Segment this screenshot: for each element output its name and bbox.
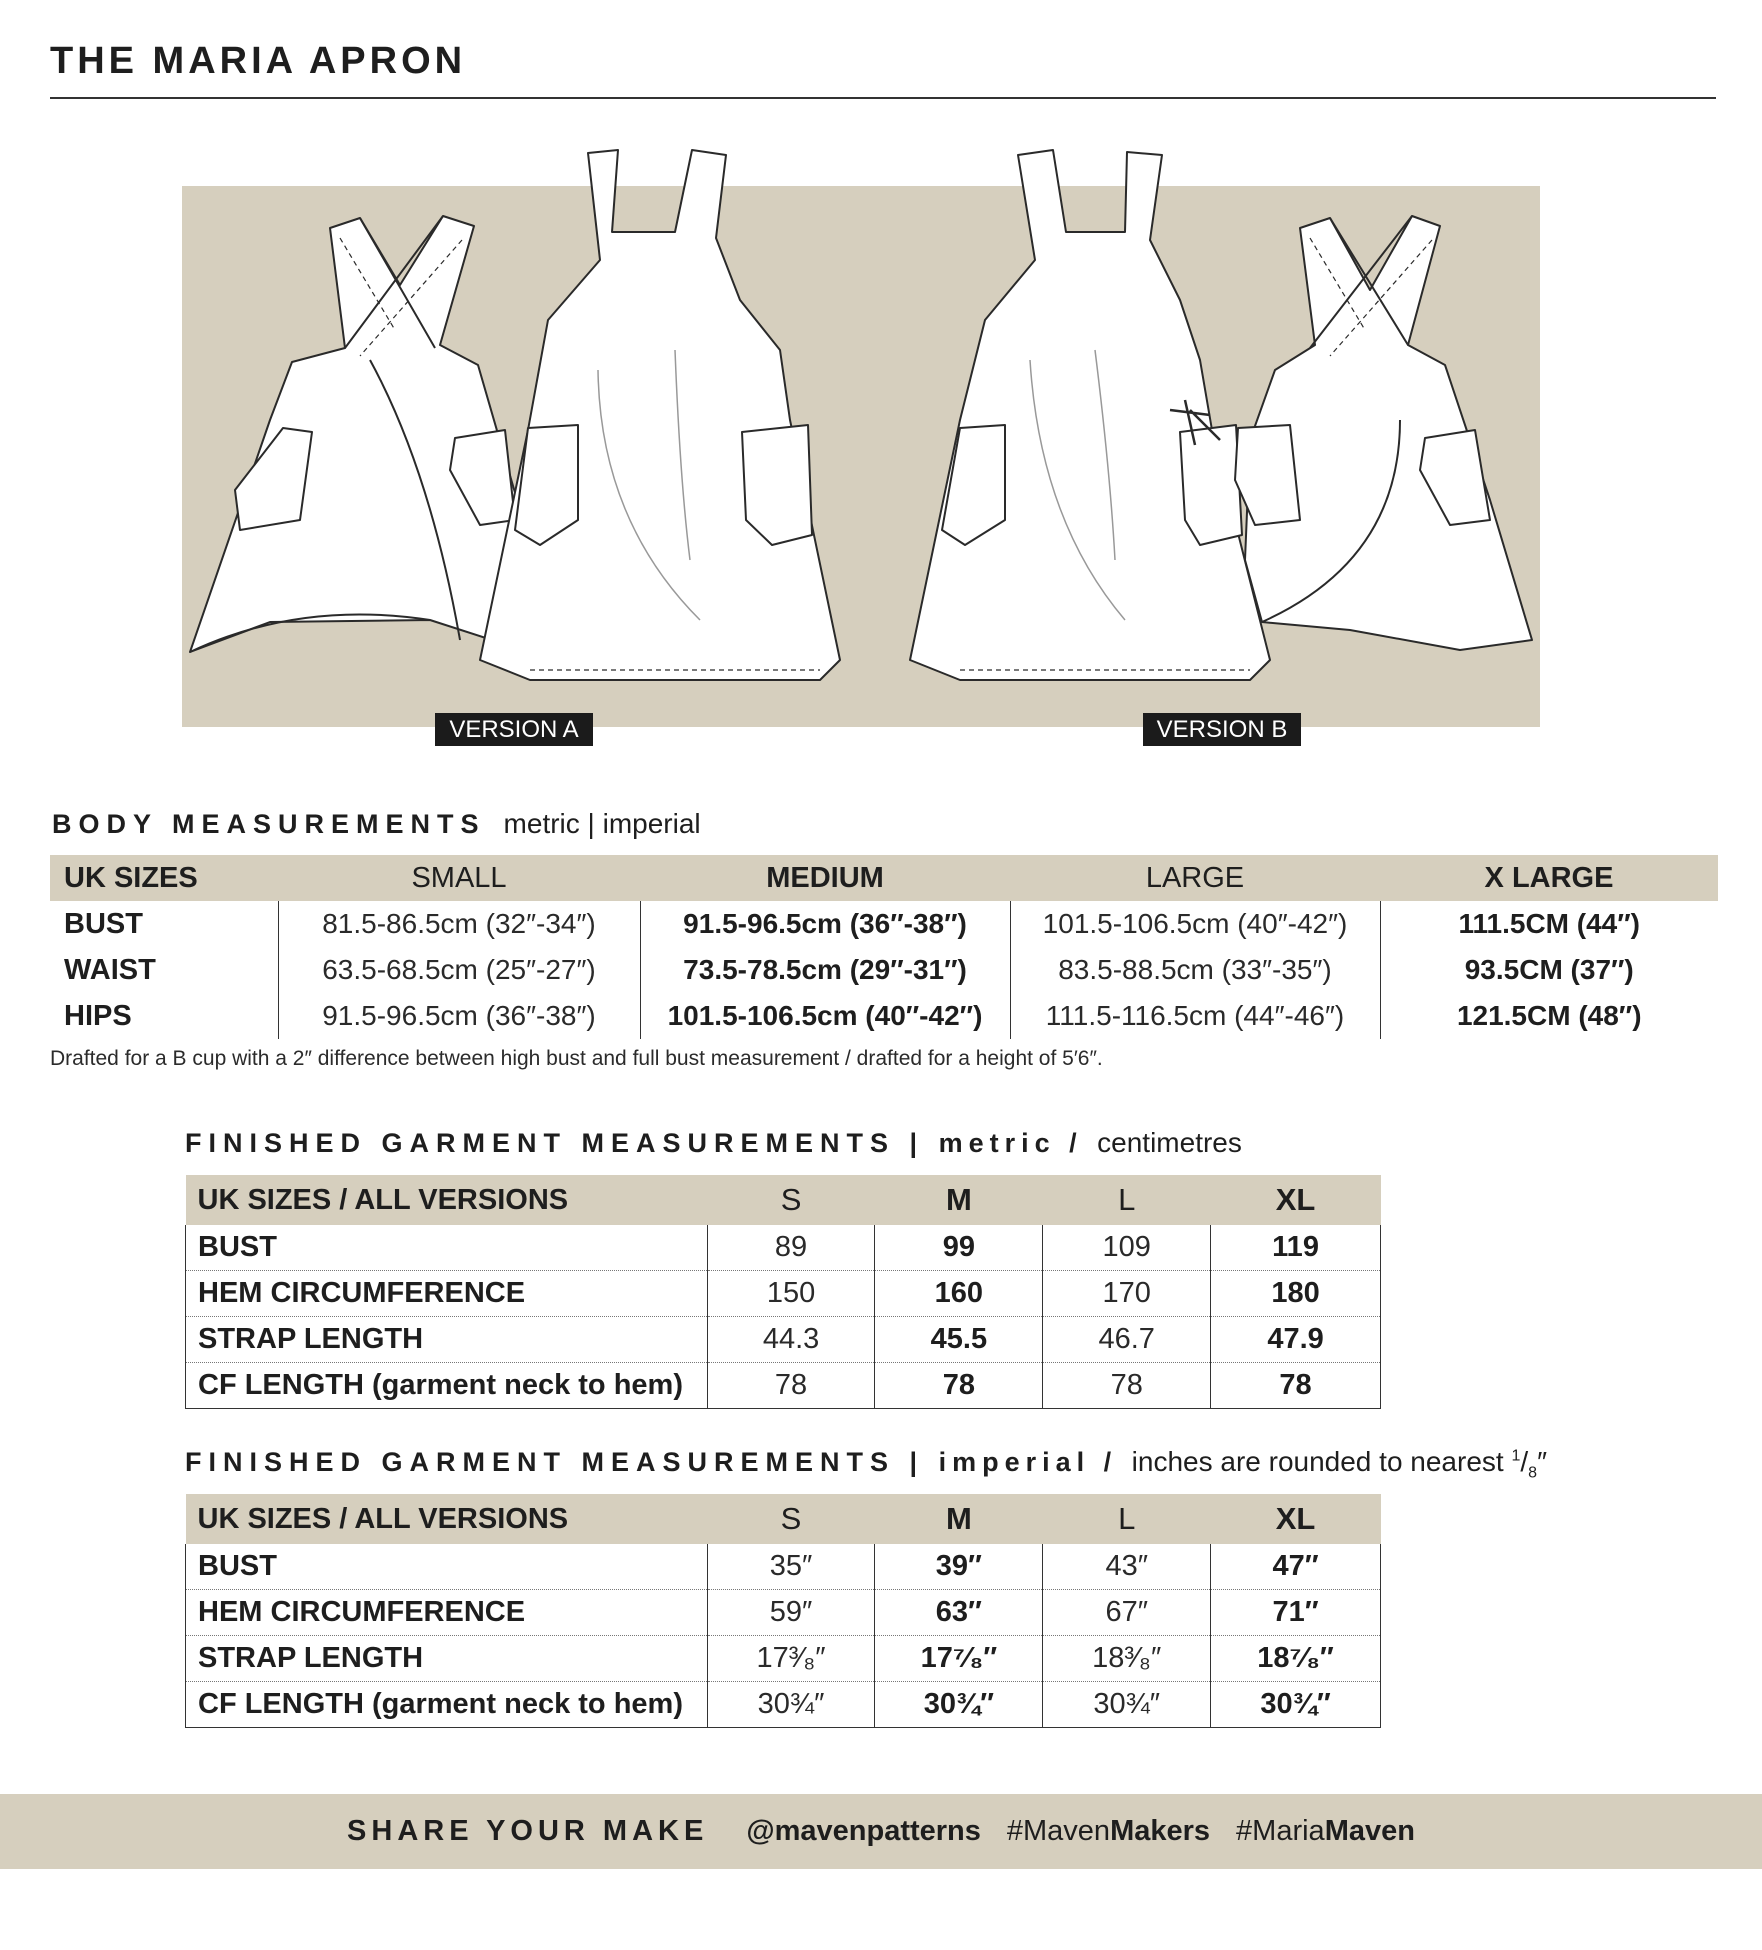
cell-value: 111.5-116.5cm (44″-46″) — [1010, 993, 1380, 1039]
col-header-uk-sizes: UK SIZES — [50, 855, 278, 901]
cell-value: 39″ — [875, 1544, 1043, 1590]
table-row — [186, 1363, 1381, 1409]
row-label-strap-length: STRAP LENGTH — [186, 1317, 708, 1363]
finished-imperial-header — [186, 1494, 1381, 1544]
finished-imperial-table — [185, 1494, 1381, 1728]
cell-value: 17⁷⁄₈″ — [875, 1636, 1043, 1682]
col-header-xl: XL — [1211, 1494, 1381, 1544]
hashtag-prefix: #Maven — [1006, 1815, 1111, 1847]
col-header-medium: MEDIUM — [640, 855, 1010, 901]
col-header-large: LARGE — [1010, 855, 1380, 901]
finished-metric-table — [185, 1175, 1381, 1409]
col-header-m: M — [875, 1494, 1043, 1544]
body-measurements-title: BODY MEASUREMENTS — [52, 809, 486, 839]
finished-metric-heading — [185, 1127, 1242, 1159]
share-your-make-label: SHARE YOUR MAKE — [347, 1815, 709, 1847]
finished-metric-header — [186, 1175, 1381, 1225]
cell-value: 63.5-68.5cm (25″-27″) — [278, 947, 640, 993]
cell-value: 30¾″ — [875, 1682, 1043, 1728]
cell-value: 91.5-96.5cm (36″-38″) — [640, 901, 1010, 947]
hashtag-bold: Makers — [1110, 1815, 1211, 1847]
cell-value: 93.5CM (37″) — [1380, 947, 1718, 993]
apron-b-front-drawing — [910, 150, 1270, 680]
body-table-header — [50, 855, 1718, 901]
hashtag-bold: Maven — [1324, 1815, 1415, 1847]
table-row — [50, 947, 1718, 993]
cell-value: 150 — [707, 1271, 875, 1317]
cell-value: 101.5-106.5cm (40″-42″) — [1010, 901, 1380, 947]
finished-metric-unit: metric / — [938, 1128, 1083, 1158]
cell-value: 73.5-78.5cm (29″-31″) — [640, 947, 1010, 993]
cell-value: 78 — [875, 1363, 1043, 1409]
col-header-xl: XL — [1211, 1175, 1381, 1225]
cell-value: 30¾″ — [707, 1682, 875, 1728]
cell-value: 17³⁄₈″ — [707, 1636, 875, 1682]
table-row — [186, 1317, 1381, 1363]
col-header-x-large: X LARGE — [1380, 855, 1718, 901]
col-header-l: L — [1043, 1494, 1211, 1544]
cell-value: 121.5CM (48″) — [1380, 993, 1718, 1039]
cell-value: 111.5CM (44″) — [1380, 901, 1718, 947]
instagram-handle: @mavenpatterns — [746, 1815, 981, 1847]
table-row — [186, 1271, 1381, 1317]
cell-value: 71″ — [1211, 1590, 1381, 1636]
apron-a-front-drawing — [480, 150, 840, 680]
cell-value: 47″ — [1211, 1544, 1381, 1590]
cell-value: 101.5-106.5cm (40″-42″) — [640, 993, 1010, 1039]
cell-value: 47.9 — [1211, 1317, 1381, 1363]
cell-value: 63″ — [875, 1590, 1043, 1636]
row-label-cf-length: CF LENGTH (garment neck to hem) — [186, 1363, 708, 1409]
col-header-l: L — [1043, 1175, 1211, 1225]
row-label-bust: BUST — [64, 907, 143, 940]
cell-value: 45.5 — [875, 1317, 1043, 1363]
cell-value: 109 — [1043, 1225, 1211, 1271]
cell-value: 99 — [875, 1225, 1043, 1271]
cell-value: 180 — [1211, 1271, 1381, 1317]
apron-b-back-drawing — [1235, 216, 1532, 650]
cell-value: 30¾″ — [1211, 1682, 1381, 1728]
col-header-uk-sizes: UK SIZES / ALL VERSIONS — [186, 1175, 708, 1225]
drafting-note: Drafted for a B cup with a 2″ difference between high bust and full bust measurement / drafted for a height of 5′6″. — [50, 1047, 1103, 1070]
cell-value: 91.5-96.5cm (36″-38″) — [278, 993, 640, 1039]
title-divider — [50, 97, 1716, 99]
table-row — [186, 1590, 1381, 1636]
finished-imperial-heading — [185, 1446, 1547, 1483]
table-row — [186, 1225, 1381, 1271]
row-label-hem-circumference: HEM CIRCUMFERENCE — [186, 1271, 708, 1317]
cell-value: 89 — [707, 1225, 875, 1271]
body-measurements-units: metric | imperial — [503, 808, 701, 839]
row-label-cf-length: CF LENGTH (garment neck to hem) — [186, 1682, 708, 1728]
page-title: THE MARIA APRON — [50, 40, 467, 82]
body-measurements-heading — [52, 808, 701, 840]
apron-illustrations — [0, 130, 1762, 750]
cell-value: 67″ — [1043, 1590, 1211, 1636]
row-label-hem-circumference: HEM CIRCUMFERENCE — [186, 1590, 708, 1636]
cell-value: 35″ — [707, 1544, 875, 1590]
finished-metric-unit-text: centimetres — [1097, 1127, 1242, 1158]
cell-value: 78 — [707, 1363, 875, 1409]
cell-value: 160 — [875, 1271, 1043, 1317]
col-header-s: S — [707, 1175, 875, 1225]
fraction-denominator: 8 — [1528, 1464, 1538, 1482]
table-row — [50, 993, 1718, 1039]
cell-value: 44.3 — [707, 1317, 875, 1363]
body-measurements-table — [50, 855, 1718, 1039]
cell-value: 46.7 — [1043, 1317, 1211, 1363]
finished-imperial-title: FINISHED GARMENT MEASUREMENTS | — [185, 1447, 925, 1477]
hashtag-maria-maven — [1236, 1815, 1415, 1848]
row-label-bust: BUST — [186, 1225, 708, 1271]
row-label-hips: HIPS — [64, 999, 132, 1032]
table-row — [50, 901, 1718, 947]
row-label-bust: BUST — [186, 1544, 708, 1590]
cell-value: 18³⁄₈″ — [1043, 1636, 1211, 1682]
table-row — [186, 1544, 1381, 1590]
cell-value: 78 — [1211, 1363, 1381, 1409]
share-footer — [0, 1794, 1762, 1869]
cell-value: 59″ — [707, 1590, 875, 1636]
cell-value: 18⁷⁄₈″ — [1211, 1636, 1381, 1682]
cell-value: 170 — [1043, 1271, 1211, 1317]
apron-a-back-drawing — [190, 216, 520, 652]
table-row — [186, 1636, 1381, 1682]
cell-value: 83.5-88.5cm (33″-35″) — [1010, 947, 1380, 993]
hashtag-maven-makers — [1007, 1815, 1210, 1848]
cell-value: 78 — [1043, 1363, 1211, 1409]
cell-value: 119 — [1211, 1225, 1381, 1271]
finished-imperial-unit: imperial / — [938, 1447, 1118, 1477]
rounding-note: inches are rounded to nearest — [1131, 1446, 1504, 1477]
col-header-s: S — [707, 1494, 875, 1544]
cell-value: 30¾″ — [1043, 1682, 1211, 1728]
row-label-strap-length: STRAP LENGTH — [186, 1636, 708, 1682]
col-header-small: SMALL — [278, 855, 640, 901]
col-header-m: M — [875, 1175, 1043, 1225]
table-row — [186, 1682, 1381, 1728]
finished-imperial-unit-text: inches are rounded to nearest $^1/_8''$ — [1131, 1446, 1547, 1482]
version-a-label: VERSION A — [435, 713, 593, 746]
cell-value: 81.5-86.5cm (32″-34″) — [278, 901, 640, 947]
fraction-numerator: 1 — [1511, 1447, 1521, 1465]
finished-metric-title: FINISHED GARMENT MEASUREMENTS | — [185, 1128, 925, 1158]
row-label-waist: WAIST — [64, 953, 156, 986]
cell-value: 43″ — [1043, 1544, 1211, 1590]
inch-mark: ″ — [1537, 1446, 1547, 1477]
version-b-label: VERSION B — [1143, 713, 1301, 746]
hashtag-prefix: #Maria — [1236, 1815, 1325, 1847]
col-header-uk-sizes: UK SIZES / ALL VERSIONS — [186, 1494, 708, 1544]
